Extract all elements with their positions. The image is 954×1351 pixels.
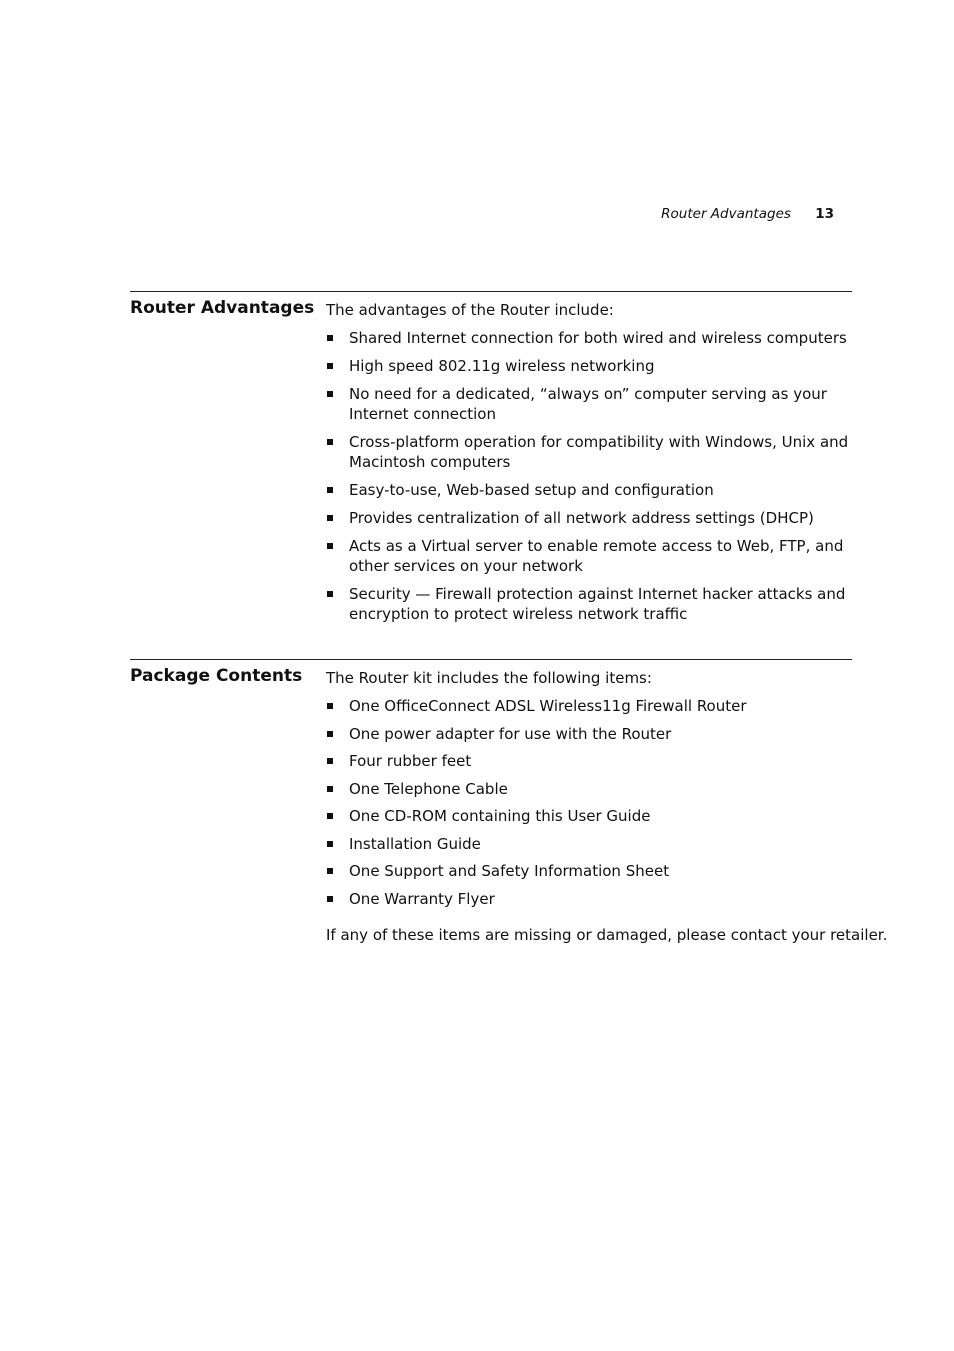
list-item-text: Cross-platform operation for compatibility with Windows, Unix and Macintosh computers [349,433,849,471]
list-item [326,356,856,376]
list-item [326,724,856,744]
list-item [326,834,856,854]
list-item-text: One power adapter for use with the Router [349,724,672,743]
square-bullet-icon [327,543,333,549]
section-divider [130,291,852,292]
square-bullet-icon [327,487,333,493]
list-item-text: Four rubber feet [349,752,472,770]
list-item-text: Installation Guide [349,834,481,853]
square-bullet-icon [327,786,333,792]
list-item-text: One OfficeConnect ADSL Wireless11g Firewall Router [349,697,747,715]
list-item [326,584,856,624]
square-bullet-icon [327,841,333,847]
section-intro: The Router kit includes the following items: [326,669,652,687]
square-bullet-icon [327,703,333,709]
list-item-text: One Support and Safety Information Sheet [349,862,670,880]
section-body [326,668,888,945]
list-item [326,536,856,576]
list-item [326,508,856,528]
package-contents-list [326,696,856,909]
list-item [326,889,856,909]
list-item [326,861,856,881]
section-body [326,300,856,632]
list-item-text: Acts as a Virtual server to enable remote access to Web, FTP, and other services on your network [349,537,844,575]
square-bullet-icon [327,335,333,341]
page-number: 13 [815,206,834,222]
list-item-text: No need for a dedicated, “always on” computer serving as your Internet connection [349,385,827,423]
list-item [326,432,856,472]
list-item [326,751,856,771]
list-item [326,806,856,826]
list-item-text: Provides centralization of all network address settings (DHCP) [349,509,814,527]
list-item-text: One CD-ROM containing this User Guide [349,807,651,825]
list-item-text: One Telephone Cable [349,779,508,798]
square-bullet-icon [327,731,333,737]
list-item [326,480,856,500]
square-bullet-icon [327,758,333,764]
list-item [326,328,856,348]
list-item-text: High speed 802.11g wireless networking [349,357,655,375]
section-intro: The advantages of the Router include: [326,301,614,319]
closing-note: If any of these items are missing or damaged, please contact your retailer. [326,925,888,944]
list-item [326,779,856,799]
square-bullet-icon [327,591,333,597]
list-item-text: One Warranty Flyer [349,889,495,908]
square-bullet-icon [327,515,333,521]
section-divider [130,659,852,660]
advantages-list [326,328,856,624]
square-bullet-icon [327,868,333,874]
list-item-text: Shared Internet connection for both wired and wireless computers [349,329,847,347]
square-bullet-icon [327,439,333,445]
list-item [326,384,856,424]
list-item-text: Security — Firewall protection against Internet hacker attacks and encryption to protect wireless network traffic [349,585,846,623]
section-heading-router-advantages: Router Advantages [130,298,315,318]
running-header-section-name: Router Advantages [661,206,791,222]
square-bullet-icon [327,896,333,902]
list-item-text: Easy-to-use, Web-based setup and configuration [349,481,714,499]
square-bullet-icon [327,363,333,369]
square-bullet-icon [327,813,333,819]
section-heading-package-contents: Package Contents [130,666,303,686]
square-bullet-icon [327,391,333,397]
list-item [326,696,856,716]
running-header [661,205,834,223]
